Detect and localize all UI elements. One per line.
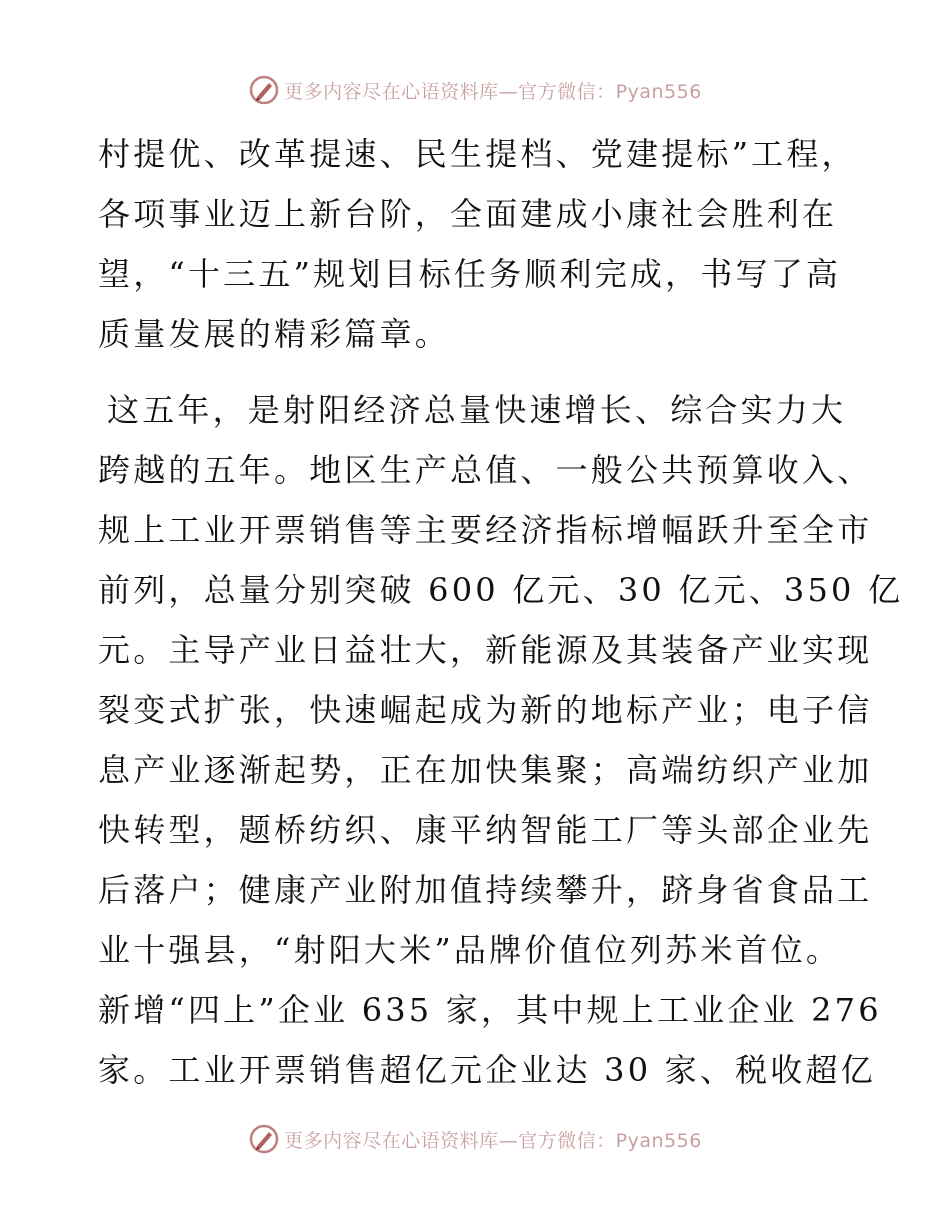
text-line: 规上工业开票销售等主要经济指标增幅跃升至全市 — [98, 511, 873, 549]
paragraph — [98, 380, 904, 1100]
text-line: 业十强县，“射阳大米”品牌价值位列苏米首位。 — [98, 931, 842, 969]
text-line: 望，“十三五”规划目标任务顺利完成，书写了高 — [98, 255, 842, 293]
text-line: 后落户；健康产业附加值持续攀升，跻身省食品工 — [98, 871, 873, 909]
text-line: 新增“四上”企业 635 家，其中规上工业企业 276 — [98, 991, 882, 1029]
text-line: 元。主导产业日益壮大，新能源及其装备产业实现 — [98, 631, 873, 669]
text-line: 前列，总量分别突破 600 亿元、30 亿元、350 亿 — [98, 571, 904, 609]
header-watermark — [0, 74, 950, 106]
text-line: 村提优、改革提速、民生提档、党建提标”工程， — [98, 135, 857, 173]
text-line: 裂变式扩张，快速崛起成为新的地标产业；电子信 — [98, 691, 873, 729]
text-line: 家。工业开票销售超亿元企业达 30 家、税收超亿 — [98, 1051, 876, 1089]
text-line: 质量发展的精彩篇章。 — [98, 315, 451, 353]
pen-logo-icon — [248, 74, 280, 106]
document-body — [98, 124, 904, 1100]
watermark-text: 更多内容尽在心语资料库—官方微信：Pyan556 — [284, 1129, 702, 1152]
text-line: 这五年，是射阳经济总量快速增长、综合实力大 — [107, 391, 847, 429]
pen-logo-icon — [248, 1123, 280, 1155]
text-line: 各项事业迈上新台阶，全面建成小康社会胜利在 — [98, 195, 838, 233]
text-line: 息产业逐渐起势，正在加快集聚；高端纺织产业加 — [98, 751, 873, 789]
paragraph-gap — [98, 364, 858, 380]
text-line: 快转型，题桥纺织、康平纳智能工厂等头部企业先 — [98, 811, 873, 849]
paragraph — [98, 124, 858, 364]
text-line: 跨越的五年。地区生产总值、一般公共预算收入、 — [98, 451, 873, 489]
footer-watermark — [0, 1123, 950, 1155]
watermark-text: 更多内容尽在心语资料库—官方微信：Pyan556 — [284, 80, 702, 103]
